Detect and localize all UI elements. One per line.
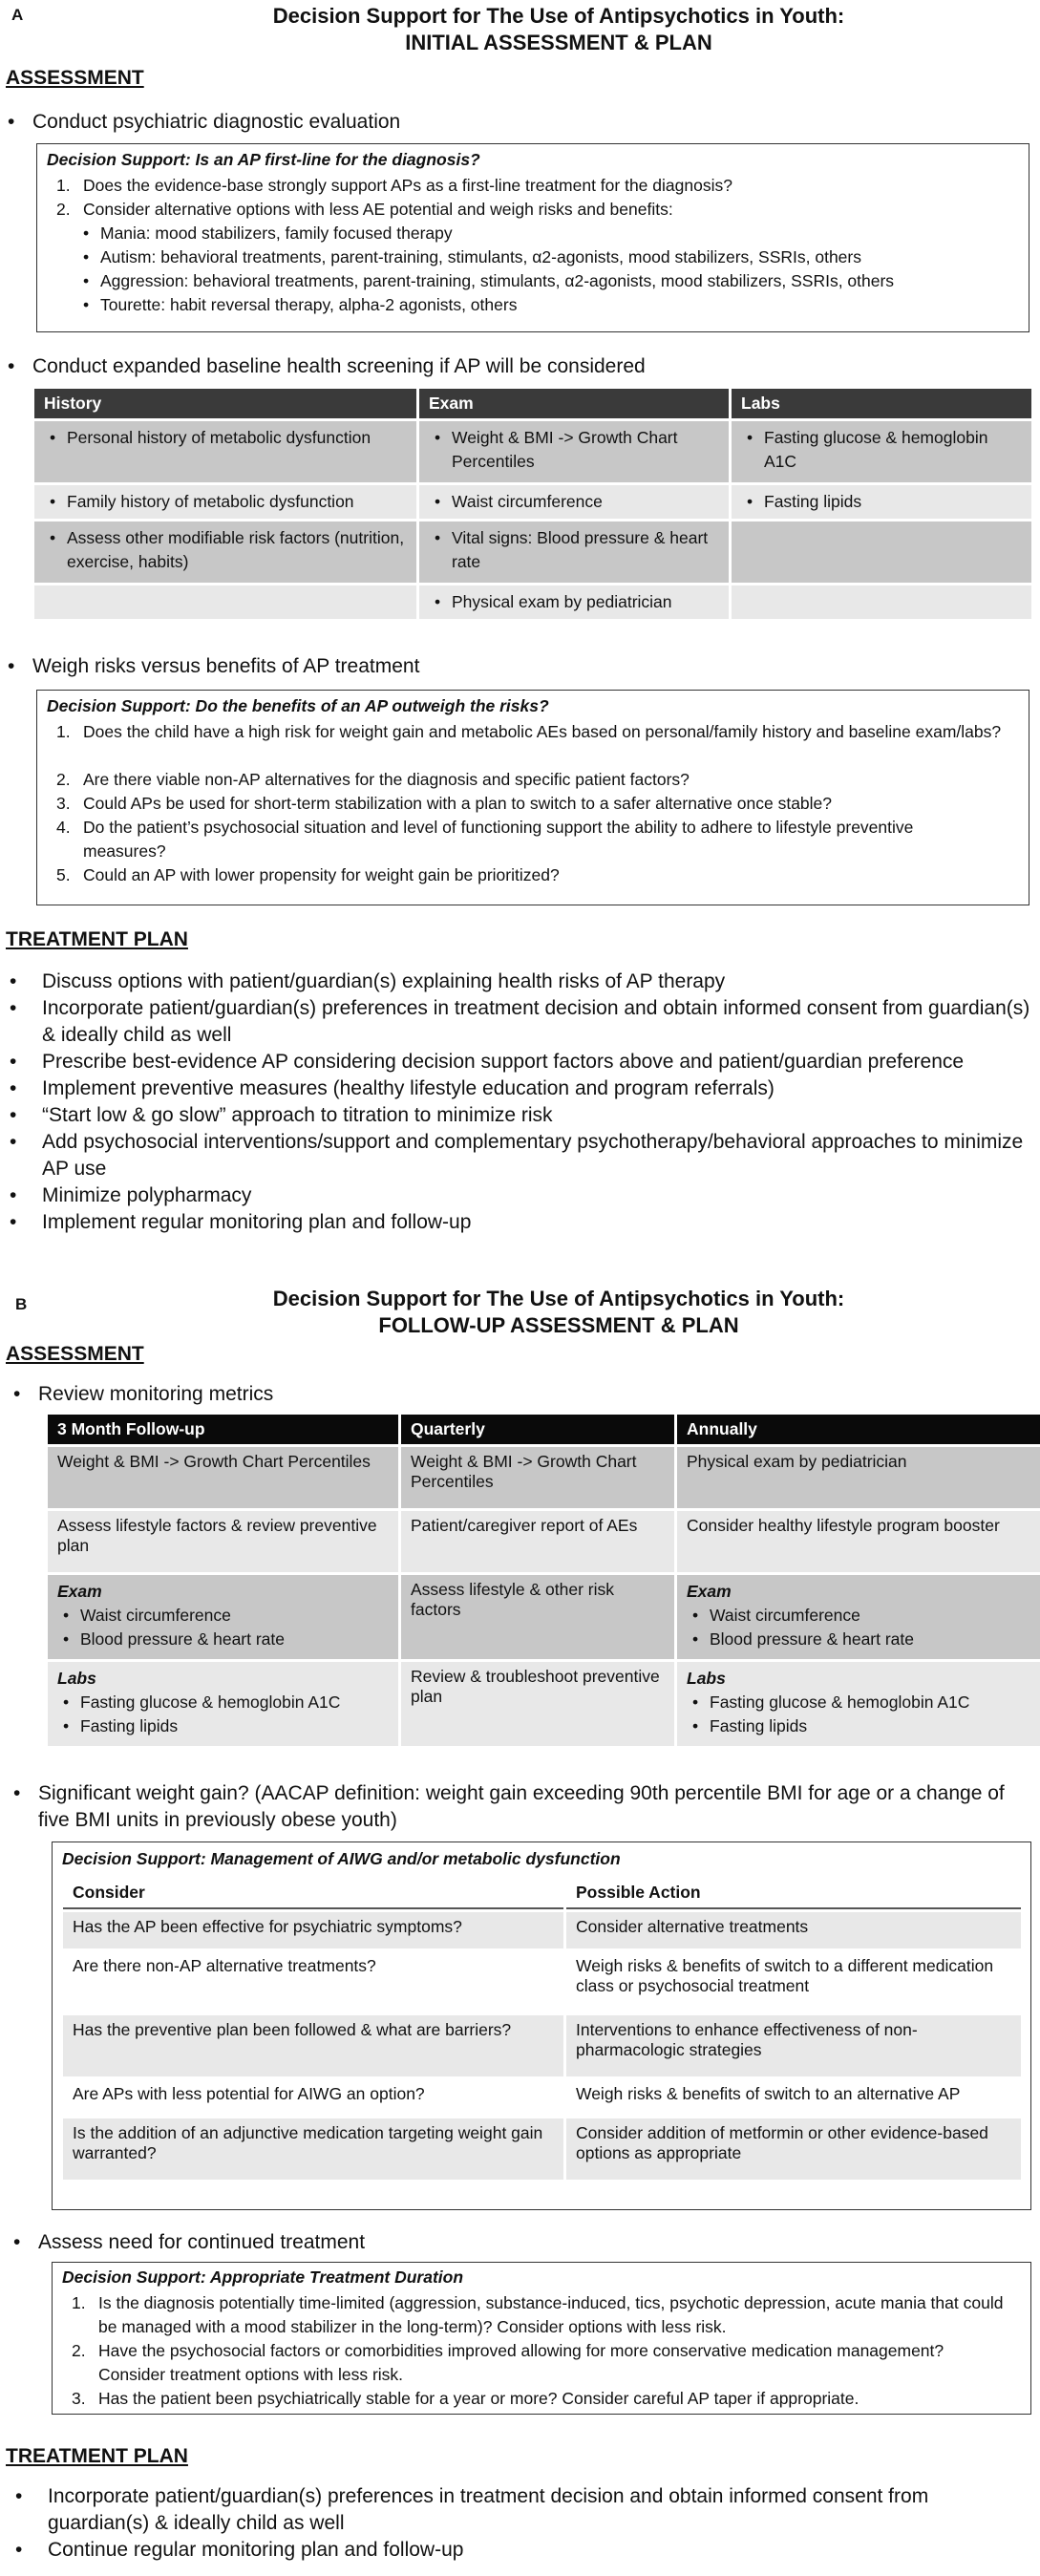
panel-a-ds-box-1 [36,143,1029,332]
table-row: Exam • Waist circumference • Blood pressure & heart rate Assess lifestyle & other risk factors Exam • Waist circumference • Blood pressure & heart rate [48,1575,1040,1659]
ds-item: 3. Could APs be used for short-term stabilization with a plan to switch to a safer alternative once stable? [56,794,833,813]
ds-subitem: • Autism: behavioral treatments, parent-training, stimulants, α2-agonists, mood stabilizers, SSRIs, others [100,245,861,269]
panel-a-bullet-2: • Conduct expanded baseline health screening if AP will be considered [32,353,646,380]
ds-subitem: • Tourette: habit reversal therapy, alpha-2 agonists, others [100,293,517,317]
panel-a-assessment-heading: ASSESSMENT [6,67,144,89]
ds-item: 2. Are there viable non-AP alternatives for the diagnosis and specific patient factors? [56,770,690,789]
table-row: • Assess other modifiable risk factors (nutrition, exercise, habits) • Vital signs: Blood pressure & heart rate [34,522,1031,583]
panel-a-bullet-1: • Conduct psychiatric diagnostic evaluation [32,109,400,136]
panel-b-title: Decision Support for The Use of Antipsychotics in Youth: FOLLOW-UP ASSESSMENT & PLAN [272,1287,845,1337]
panel-b-treatment-heading: TREATMENT PLAN [6,2445,188,2467]
table-row: • Physical exam by pediatrician [34,585,1031,619]
list-item: • Continue regular monitoring plan and follow-up [48,2537,1003,2564]
table-header: History [34,389,416,418]
table-row: Are there non-AP alternative treatments? Weigh risks & benefits of switch to a different medication class or psychosocial treatment [73,1956,994,1995]
panel-b-ds-box-1 [52,1842,1031,2210]
table-row: • Family history of metabolic dysfunction • Waist circumference • Fasting lipids [34,485,1031,519]
table-header: Annually [677,1415,1040,1444]
table-row: Has the AP been effective for psychiatric symptoms? Consider alternative treatments [63,1912,1021,1948]
table-header: Exam [419,389,729,418]
panel-a-bullet-3: • Weigh risks versus benefits of AP treatment [32,653,419,680]
aiwg-management-table [60,1875,1021,2182]
list-item: • Implement regular monitoring plan and follow-up [42,1209,1035,1236]
ds-item: 4. Do the patient’s psychosocial situation and level of functioning support the ability to adhere to lifestyle preventive measures? [56,818,914,861]
panel-a-title: Decision Support for The Use of Antipsychotics in Youth: INITIAL ASSESSMENT & PLAN [272,4,845,54]
list-item: • Prescribe best-evidence AP considering decision support factors above and patient/guardian preference [42,1049,1035,1075]
table-row: Are APs with less potential for AIWG an option? Weigh risks & benefits of switch to an alternative AP [73,2084,961,2103]
table-row: Is the addition of an adjunctive medication targeting weight gain warranted? Consider addition of metformin or other evidence-based options as appropriate [63,2118,1021,2180]
ds-item: 1. Does the evidence-base strongly support APs as a first-line treatment for the diagnosis? [56,176,732,195]
table-row: Labs • Fasting glucose & hemoglobin A1C • Fasting lipids Review & troubleshoot preventive plan Labs • Fasting glucose & hemoglobin A1C • Fasting lipids [48,1662,1040,1746]
ds-item: 1. Is the diagnosis potentially time-limited (aggression, substance-induced, tics, psychotic depression, acute mania that could be managed with a mood stabilizer in the long-term)? Consider options with less risk. [72,2293,1004,2336]
list-item: • Implement preventive measures (healthy lifestyle education and program referrals) [42,1075,1035,1102]
table-row: Assess lifestyle factors & review preventive plan Patient/caregiver report of AEs Consider healthy lifestyle program booster [48,1511,1040,1572]
baseline-screening-table [32,386,1034,622]
ds-subitem: • Aggression: behavioral treatments, parent-training, stimulants, α2-agonists, mood stabilizers, SSRIs, others [100,269,894,293]
panel-b-letter: B [15,1295,28,1313]
ds-title: Decision Support: Management of AIWG and/or metabolic dysfunction [62,1849,621,1868]
panel-b-bullet-1: • Review monitoring metrics [38,1381,273,1408]
list-item: • “Start low & go slow” approach to titration to minimize risk [42,1102,1035,1129]
ds-item: 5. Could an AP with lower propensity for weight gain be prioritized? [56,865,560,884]
table-header: Consider [63,1878,563,1909]
monitoring-table [45,1412,1034,1749]
panel-b-ds-box-2 [52,2262,1031,2415]
table-header: Possible Action [566,1878,1021,1909]
ds-item: 2. Have the psychosocial factors or comorbidities improved allowing for more conservative medication management? Consider treatment options with less risk. [72,2341,944,2384]
ds-item: 3. Has the patient been psychiatrically stable for a year or more? Consider careful AP taper if appropriate. [72,2389,860,2408]
table-header: Quarterly [401,1415,674,1444]
ds-subitem: • Mania: mood stabilizers, family focused therapy [100,222,453,245]
table-header: Labs [732,389,1031,418]
ds-title: Decision Support: Do the benefits of an AP outweigh the risks? [47,696,549,715]
panel-b-treatment-list [48,2483,1003,2564]
list-item: • Incorporate patient/guardian(s) preferences in treatment decision and obtain informed consent from guardian(s) & ideally child as well [42,995,1035,1049]
list-item: • Discuss options with patient/guardian(s) explaining health risks of AP therapy [42,969,1035,995]
table-row: Weight & BMI -> Growth Chart Percentiles Weight & BMI -> Growth Chart Percentiles Physical exam by pediatrician [48,1447,1040,1508]
table-row: • Personal history of metabolic dysfunction • Weight & BMI -> Growth Chart Percentiles • Fasting glucose & hemoglobin A1C [34,421,1031,482]
panel-a-treatment-heading: TREATMENT PLAN [6,928,188,950]
panel-b-bullet-2: • Significant weight gain? (AACAP definition: weight gain exceeding 90th percentile BMI for age or a change of five BMI units in previously obese youth) [38,1780,1031,1834]
table-header: 3 Month Follow-up [48,1415,398,1444]
list-item: • Incorporate patient/guardian(s) preferences in treatment decision and obtain informed consent from guardian(s) & ideally child as well [48,2483,1003,2537]
ds-title: Decision Support: Is an AP first-line for the diagnosis? [47,150,480,169]
panel-a-letter: A [11,6,24,24]
panel-b-bullet-3: • Assess need for continued treatment [38,2229,365,2256]
ds-item: 2. Consider alternative options with less AE potential and weigh risks and benefits: [56,200,673,219]
table-row: Has the preventive plan been followed & what are barriers? Interventions to enhance effectiveness of non-pharmacologic strategies [63,2015,1021,2076]
panel-a-ds-box-2 [36,690,1029,905]
list-item: • Minimize polypharmacy [42,1182,1035,1209]
panel-a-treatment-list [42,969,1035,1236]
ds-title: Decision Support: Appropriate Treatment Duration [62,2267,464,2287]
panel-b-assessment-heading: ASSESSMENT [6,1343,144,1365]
list-item: • Add psychosocial interventions/support and complementary psychotherapy/behavioral approaches to minimize AP use [42,1129,1035,1182]
ds-item: 1. Does the child have a high risk for weight gain and metabolic AEs based on personal/family history and baseline exam/labs? [56,722,1002,741]
